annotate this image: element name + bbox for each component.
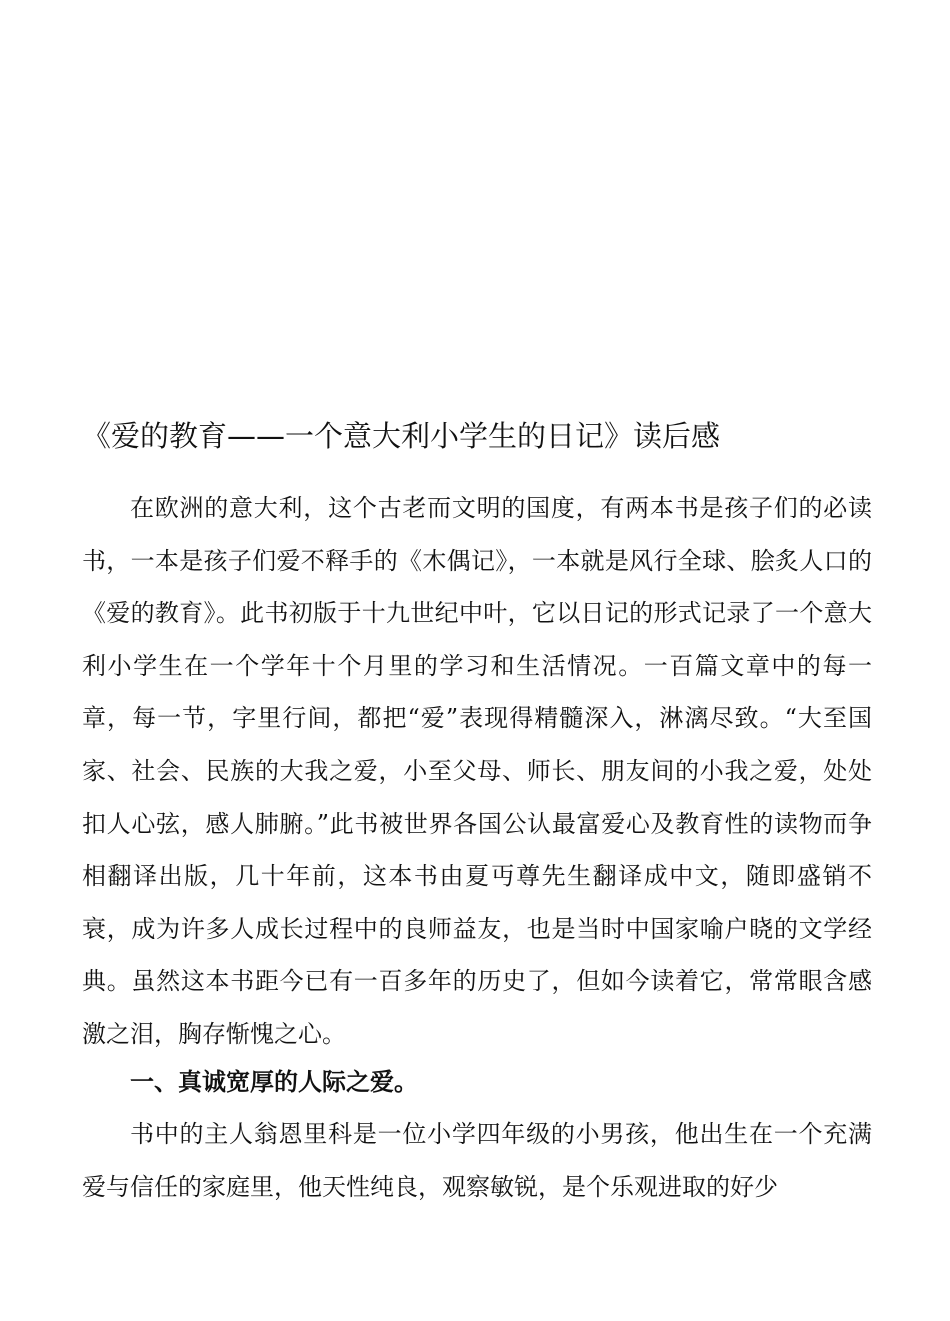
- document-title: 《爱的教育——一个意大利小学生的日记》读后感: [82, 419, 721, 453]
- section-paragraph: 书中的主人翁恩里科是一位小学四年级的小男孩，他出生在一个充满爱与信任的家庭里，他天性纯良，观察敏锐，是个乐观进取的好少: [82, 1120, 872, 1201]
- intro-paragraph: 在欧洲的意大利，这个古老而文明的国度，有两本书是孩子们的必读书，一本是孩子们爱不释手的《木偶记》，一本就是风行全球、脍炙人口的《爱的教育》。此书初版于十九世纪中叶，它以日记的形式记录了一个意大利小学生在一个学年十个月里的学习和生活情况。一百篇文章中的每一章，每一节，字里行间，都把“爱”表现得精髓深入，淋漓尽致。“大至国家、社会、民族的大我之爱，小至父母、师长、朋友间的小我之爱，处处扣人心弦，感人肺腑。”此书被世界各国公认最富爱心及教育性的读物而争相翻译出版，几十年前，这本书由夏丏尊先生翻译成中文，随即盛销不衰，成为许多人成长过程中的良师益友，也是当时中国家喻户晓的文学经典。虽然这本书距今已有一百多年的历史了，但如今读着它，常常眼含感激之泪，胸存惭愧之心。: [82, 494, 872, 1048]
- section-heading: 一、真诚宽厚的人际之爱。: [130, 1067, 418, 1096]
